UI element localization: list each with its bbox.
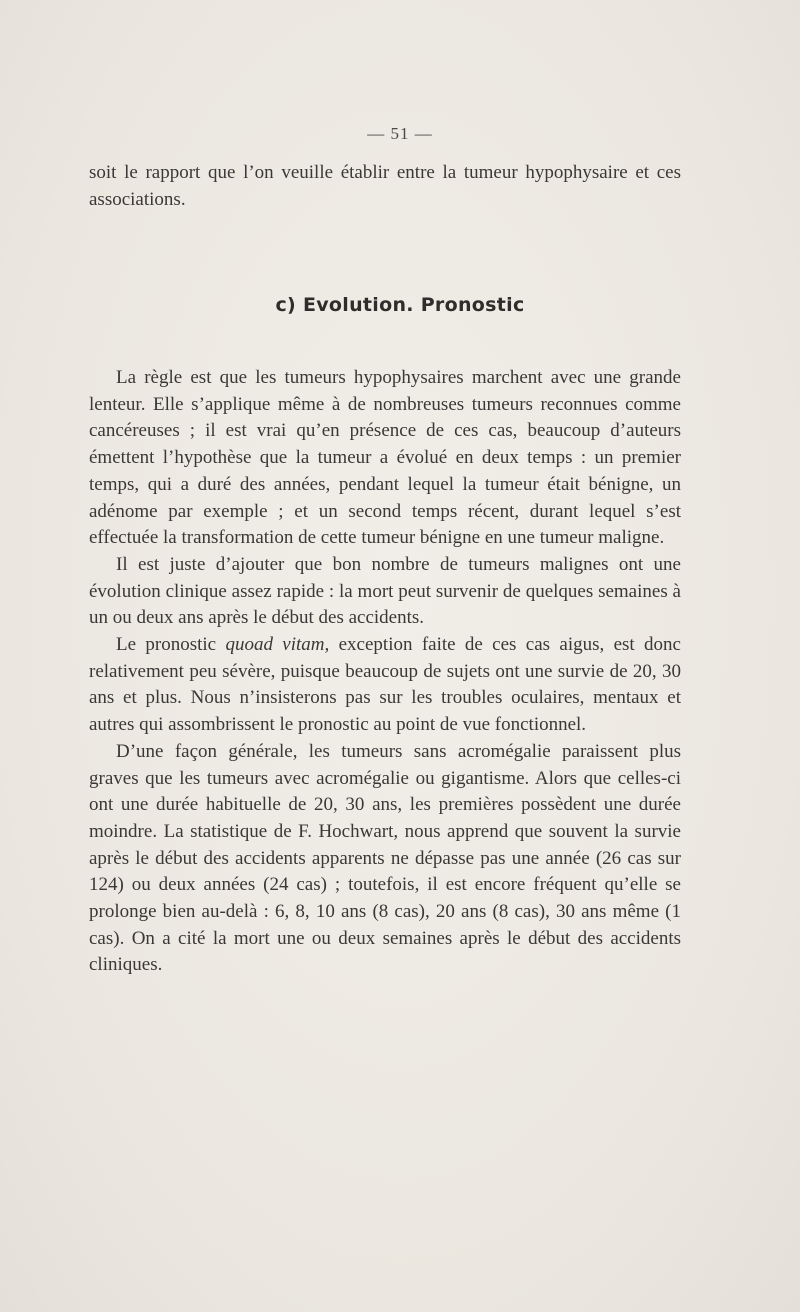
paragraph-1: La règle est que les tumeurs hypophysaires marchent avec une grande lenteur. Elle s’applique même à de nombreuses tumeurs reconnues comme cancéreuses ; il est vrai qu’en présence de ces cas, beaucoup d’auteurs émettent l’hypothèse que la tumeur a évolué en deux temps : un premier temps, qui a duré des années, pendant lequel la tumeur était bénigne, un adénome par exemple ; et un second temps récent, durant lequel s’est effectuée la transformation de cette tumeur bénigne en une tumeur maligne.: [89, 367, 681, 549]
paragraph-3-start: Le pronostic: [116, 634, 226, 656]
section-heading: c) Evolution. Pronostic: [275, 294, 525, 316]
intro-text: [89, 160, 681, 213]
paragraph-4: D’une façon générale, les tumeurs sans acromégalie paraissent plus graves que les tumeurs avec acromégalie ou gigantisme. Alors que celles-ci ont une durée habituelle de 20, 30 ans, les premières possèdent une durée moindre. La statistique de F. Hochwart, nous apprend que souvent la survie après le début des accidents apparents ne dépasse pas une année (26 cas sur 124) ou deux années (24 cas) ; toutefois, il est encore fréquent qu’elle se prolonge bien au-delà : 6, 8, 10 ans (8 cas), 20 ans (8 cas), 30 ans même (1 cas). On a cité la mort une ou deux semaines après le début des accidents cliniques.: [89, 740, 681, 976]
section-body: [89, 365, 681, 979]
paragraph-2: Il est juste d’ajouter que bon nombre de tumeurs malignes ont une évolution clinique assez rapide : la mort peut survenir de quelques semaines à un ou deux ans après le début des accidents.: [89, 553, 681, 629]
paragraph-3-rest: exception faite de ces cas aigus, est donc relativement peu sévère, puisque beaucoup de sujets ont une survie de 20, 30 ans et plus. Nous n’insisterons pas sur les troubles oculaires, mentaux et autres qui assombrissent le pronostic au point de vue fonctionnel.: [89, 634, 681, 736]
latin-phrase: quoad vitam,: [225, 634, 330, 656]
intro-paragraph: soit le rapport que l’on veuille établir entre la tumeur hypophysaire et ces associations.: [89, 162, 681, 210]
paragraph-3: [89, 632, 681, 739]
page-number: — 51 —: [367, 124, 433, 143]
